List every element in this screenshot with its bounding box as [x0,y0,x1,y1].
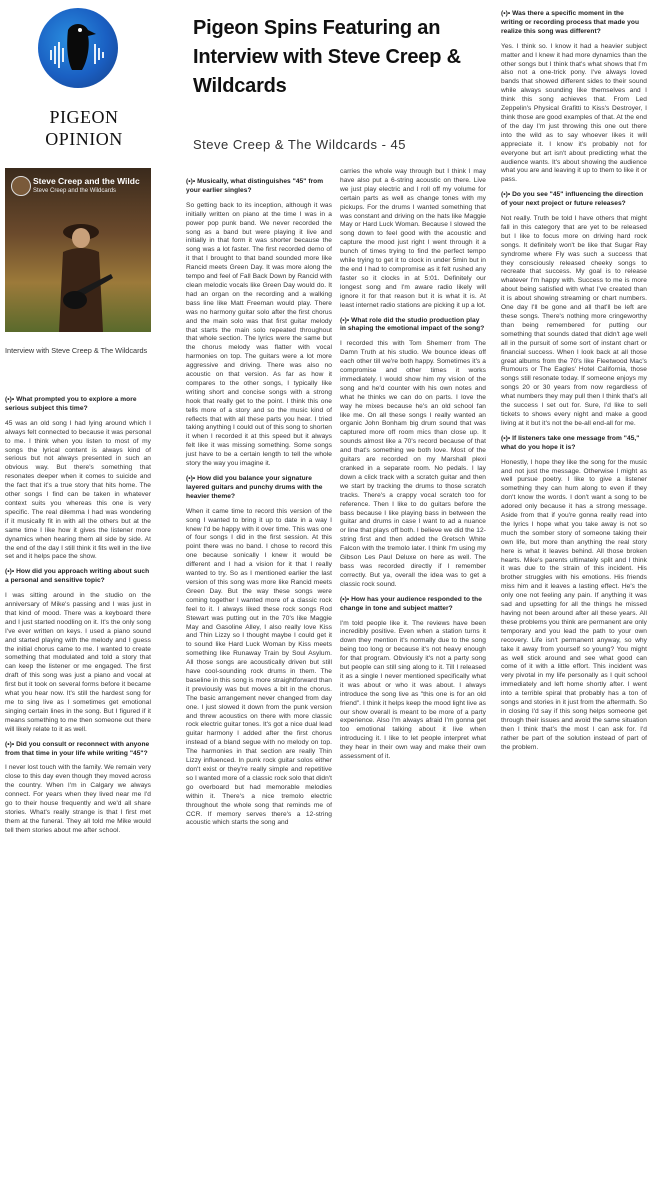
pigeon-silhouette-icon [38,8,118,88]
column-2 [186,172,332,834]
question-text: Do you see "45" influencing the direction of your next project or future releases? [501,191,644,208]
answer-paragraph: Not really. Truth be told I have others that might fall in this category that are yet to be released but I like to focus more on driving hard rock songs. It definitely won't be like that Sugar Ray syndrome where Fly was such a success that they consciously released cheeky songs to recreate that success. My goal is to release whatever I'm happy with. Success to me is more about being satisfied with what I've created than it is about showing streaming or chart numbers. One day I'll be gone and all that'll be left are these songs. There's nothing more cringeworthy than being remembered for putting our something that sounds dated that didn't age well all in the pursuit of some sort of instant chart or financial success. When I look back at all those great albums from the 70's like Fleetwood Mac's Rumours or The Eagles' Hotel California, those songs still resonate today. If someone enjoys my songs 20 or 30 years from now regardless of what numbers they may pull then I think that's all the success I set out for. Sure, I'd like to sell tickets to shows every night and make a good living at it but it's not the be-all end-all for me. [501,215,647,427]
video-channel: Steve Creep and the Wildcards [33,188,117,194]
brand-name: PIGEON OPINION [45,107,123,149]
question-heading [186,178,332,196]
intro-text: Interview with Steve Creep & The Wildcards [5,346,148,355]
answer-paragraph: 45 was an old song I had lying around which I always felt connected to because it was personal to me. I think when you listen to most of my songs the lyrical content is always kind of serious but not always presented in such an obvious way. But there's something that resonates deeper when it comes to suicide and the fact that it's a true story that hits home. The other songs I find can be taken in whatever context suits you whereas this one is very specific. The real dilemma I had was wondering if it musically fit in with all the others but at the same time I like how it gives the listener more dynamics when hearing them all side by side. At the end of the day I still think it fits well in the live set and it helps pace the show. [5,419,151,561]
question-text: Musically, what distinguishes "45" from your earlier singles? [186,178,324,194]
answer-paragraph: I never lost touch with the family. We remain very close to this day even though they moved across the country. When I'm in Calgary we always connect. For years when they lived near me I'd go to their house frequently and we'd all share stories. What's really strange is that I first met them at the funeral. They all told me Mike would tell them stories about me after school. [5,764,151,834]
pigeon-logo [38,8,118,88]
column-1 [5,390,151,842]
question-heading [501,191,647,209]
question-bullet-icon: (•)• [501,10,511,17]
answer-paragraph: I'm told people like it. The reviews have been incredibly positive. Even when a station turns it down they mention it's normally due to the song being too long or because it's not heavy enough for that program. Obviously it's not a party song but people can still sing along to it. Till I released it as a single I never mentioned specifically what it was about or who it was about. I always introduce the song live as "this one is for an old friend". I think it helps keep the mood light live as our show overall is meant to be more of a party experience. Also I'm always afraid I'm gonna get too emotional talking about it live when introducing it. I like to let people interpret what they hear in their own way and make their own assessment of it. [340,619,486,761]
question-bullet-icon: (•)• [186,178,196,185]
question-text: Was there a specific moment in the writing or recording process that made you realize this song was different? [501,10,640,35]
question-bullet-icon: (•)• [501,434,511,442]
question-heading [501,435,647,453]
question-heading [5,568,151,586]
video-title[interactable]: Steve Creep and the Wildc [33,176,140,186]
question-bullet-icon: (•)• [5,740,15,748]
answer-paragraph: I was sitting around in the studio on the anniversary of Mike's passing and I was just in that kind of mood. There was a keyboard there and I just started noodling on it. It's the only song I've ever written on keys. I used a piano sound and started playing with the melody and I guess the initial chorus came to me. I wanted to create something that modulated and told a story that can keep the listener or me engaged. The first draft of this song was just a piano and vocal at first but it took on several forms before it became what you hear now. It's still the hardest song for me to sing live as I sometimes get emotional singing certain lines in the song. But I figured if it means something to me then someone out there will likely relate to it as well. [5,592,151,733]
answer-paragraph: Honestly, I hope they like the song for the music and not just the message. Otherwise I might as well pursue poetry. I like to give a listener something they can hum along to even if they don't know the words. I don't want a song to be adored only because it has a strong message. Aside from that if you're gonna really read into the lyrics I hope what you take away is not so much the somber story of someone taking their own life, but more than anything the real story here is what it leaves behind. All those broken hearts. Mike's parents ultimately split and I think it was due to the strain of this incident. His brother struggles with his emotions. His friends miss him and it leaves a lasting effect. He's the only one not feeling any pain. If anything it was sad and upsetting for all the things he missed having not been around after all these years. All these problems you think are permanent are only temporary and you lead the path to your own recovery. Life isn't permanent anyway, so why take it away from yourself so young? You might as well stick around and see what good can come of it with a little effort. This incident was very pivotal in my life personally as I quit school immediately and left home shortly after. I went into a terrible spiral that probably has a ton of songs and stories in it just from the aftermath. So in closing I'd say if this song helps someone get through their issues and avoid the same situation then I think that's the most I can ask for. I'd rather be part of the solution instead of part of the problem. [501,458,647,751]
question-bullet-icon: (•)• [340,595,350,603]
answer-paragraph: Yes. I think so. I know it had a heavier subject matter and I knew it had more dynamics than the other songs but I think that's what shows that I'm also not a one-trick pony. I've always loved bands that showed different sides to their sound while always sounding like themselves and I think this song achieves that. From Led Zeppelin's Physical Grafitti to Kiss's Destroyer, I think those are good examples of that. At the end of the day I'm just throwing this one out there into the wild as to say whoever likes it will appreciate it. I know it's probably not for everyone but art isn't about predicting what the audience wants. It's about showing the audience what you are and leaving it up to them to like it or pass. [501,42,647,184]
answer-paragraph: When it came time to record this version of the song I wanted to bring it up to date in a way I knew I'd be happy with it over time. This was one of four songs I did in the first session. At this point there was no band. I chose to record this one because sonically I knew it would be different and I had a vision for it that I really wanted to try. So as I mentioned earlier the last version of this song was more like Rancid meets Green Day. But the way these songs were coming together I wanted more of a classic rock feel to it. I always liked these rock songs Rod Stewart was putting out in the 70's like Maggie May and Gasoline Alley, I also really love Kiss and Thin Lizzy so I thought maybe I could get it to sound like Hard Luck Woman by Kiss meets something like Runaway Train by Soul Asylum. All those songs are acoustically driven but still have cool-sounding rock drums in them. The baseline in this song is more straightforward than it previously was but moves a bit in the chorus. The basic arrangement never changed from day one. I just slowed it down from the punk version and threw acoustics on there with more classic rock electric guitar tones. It's got a nice dual lead guitar harmony I added after the first chorus instead of a bland segue with no melody on top. The harmonies in that section are really Thin Lizzy influenced. In punk rock guitar solos either don't exist or they're really simple and repetitive so I wanted more of a classic rock solo that didn't go overboard but had memorable melodies within it. There's a nice tremolo electric throughout the whole song that reminds me of CCR. If memory serves there's a 12-string acoustic which starts the song and [186,507,333,827]
guitarist-figure [41,204,121,332]
article-subtitle: Steve Creep & The Wildcards - 45 [193,137,407,152]
video-embed[interactable] [5,168,151,332]
question-text: How has your audience responded to the change in tone and subject matter? [340,595,482,612]
question-text: Did you consult or reconnect with anyone from that time in your life while writing "45"? [5,740,150,757]
answer-paragraph: So getting back to its inception, although it was initially written on piano at the time I was in a power pop punk band. We never recorded the song as a band but were playing it live and initially in that form it was shorter because the song was a lot faster. The first recorded demo of it that I brought to that band sounded more like Rancid meets Green Day. It was more along the tempo and feel of Fall Back Down by Rancid with clean melodic vocals like Green Day would do. It had an organ on the recording and a walking bass line like Matt Freeman would play. There was no harmony guitar solo after the first chorus and the main solo was that first guitar melody that starts the main solo repeated throughout that whole section. The lyrics were the same but the chorus melody was flatter with vocal harmonies on top. The guitars were a lot more aggressive and driving. There was also no acoustic on that version. As far as how it compares to the other songs, I typically like writing short and concise songs with a strong hook that really get to the point. I think this one tells more of a story and so the music kind of reflects that with all these parts you hear. I tried taking anything I could out of this song to shorten it when I recorded it at this speed but it always felt like it was missing something. Some songs just have to be a certain length to tell the whole story the way you imagine it. [186,201,332,468]
channel-avatar [11,176,31,196]
question-heading [340,596,486,614]
question-bullet-icon: (•)• [340,316,350,324]
question-heading [5,741,151,759]
question-bullet-icon: (•)• [5,396,15,403]
answer-paragraph: carries the whole way through but I think I may have also put a 6-string acoustic on there. Live we just play electric and I roll off my volume for certain parts as well as change tones with my pickups. For the drums I wanted something that was constant and driving on the hats like Maggie May or Hard Luck Woman. Because I slowed the song down to feel good with the acoustic and capture the mood just right I went through it a bunch of times trying to find the perfect tempo while trying to get it to clock in under 5min but in the end I had to compromise as it felt rushed any faster so it clocks in at 5:01. Definitely our longest song and I'm aware radio likely will ignore it for that reason but it is what it is. At least internet radio stations are picking it up a lot. [340,168,486,309]
answer-paragraph: I recorded this with Tom Shemerr from The Damn Truth at his studio. We bounce ideas off each other till we're both happy. Sometimes it's a compromise and other times it works immediately. I would show him my vision of the song and he'd counter with his own notes and what he thinks we can do on parts. I love the way he mixes because he's an old school fan like me. On all these songs I really wanted an organic John Bonham big drum sound that was captured more off room mics than close up. It sounds almost like a 70's record because of that and that's something we both love. Most of the guitars are recorded on my Marshall plexi cranked in a separate room. No pedals. I lay down a click track with a scratch guitar and then we start by tracking the drums to those scratch tracks. There's a crappy vocal scratch too for reference. Then I like to do guitars before the bass because I like playing bass in between the guitar and drums in case I want to ad a nuance or line that plays off both. I believe we did the 12-string first and then added the Gretsch White Falcon with the tremolo later. I think I'm using my Gibson Les Paul Deluxe on here as well. The bass was recorded directly if I remember correctly. But ya, overall the idea was to get a classic rock sound. [340,340,486,588]
question-bullet-icon: (•)• [186,475,196,482]
question-text: How did you approach writing about such a personal and sensitive topic? [5,568,150,585]
column-3 [340,168,486,768]
question-text: If listeners take one message from "45," what do you hope it is? [501,434,640,451]
question-text: What prompted you to explore a more serious subject this time? [5,396,137,412]
question-text: How did you balance your signature layered guitars and punchy drums with the heavier theme? [186,475,323,500]
question-heading [186,475,332,502]
question-bullet-icon: (•)• [5,568,15,576]
column-4 [501,4,647,759]
question-heading [5,396,151,414]
question-heading [340,317,486,335]
question-text: What role did the studio production play in shaping the emotional impact of the song? [340,316,485,333]
question-bullet-icon: (•)• [501,191,511,199]
question-heading [501,10,647,37]
article-title: Pigeon Spins Featuring an Interview with Steve Creep & Wildcards [193,17,461,97]
